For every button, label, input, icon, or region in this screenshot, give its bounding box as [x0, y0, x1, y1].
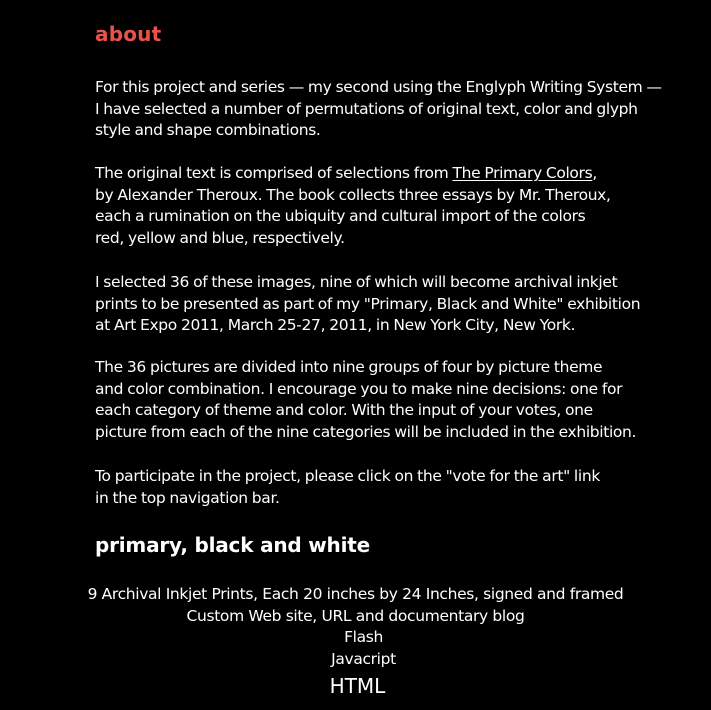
list-item: Javacript	[331, 650, 396, 669]
intro-paragraph	[95, 77, 675, 142]
paragraph-line: at Art Expo 2011, March 25-27, 2011, in New York City, New York.	[95, 316, 576, 335]
paragraph-line: red, yellow and blue, respectively.	[95, 229, 345, 248]
paragraph-line: I have selected a number of permutations of original text, color and glyph	[95, 99, 638, 118]
list-item: Custom Web site, URL and documentary blog	[186, 606, 525, 625]
paragraph-text: The original text is comprised of selections from	[95, 164, 453, 182]
media-list	[0, 584, 711, 701]
series-heading: primary, black and white	[95, 533, 370, 557]
paragraph-line: style and shape combinations.	[95, 121, 321, 140]
paragraph-line: I selected 36 of these images, nine of which will become archival inkjet	[95, 273, 618, 291]
list-item: 9 Archival Inkjet Prints, Each 20 inches by 24 Inches, signed and framed	[87, 585, 624, 603]
list-item: Flash	[344, 628, 383, 647]
paragraph-line: each category of theme and color. With the input of your votes, one	[95, 401, 593, 420]
paragraph-line: prints to be presented as part of my "Primary, Black and White" exhibition	[95, 294, 641, 313]
about-heading: about	[95, 22, 162, 46]
paragraph-line: For this project and series — my second using the Englyph Writing System —	[95, 78, 662, 96]
selection-paragraph	[95, 272, 675, 337]
paragraph-line: To participate in the project, please click on the "vote for the art" link	[95, 467, 600, 485]
paragraph-line: by Alexander Theroux. The book collects three essays by Mr. Theroux,	[95, 185, 611, 204]
list-item: HTML	[329, 673, 386, 698]
book-title-link[interactable]: The Primary Colors	[452, 164, 593, 182]
paragraph-line: and color combination. I encourage you to make nine decisions: one for	[95, 379, 623, 398]
paragraph-line: in the top navigation bar.	[95, 488, 280, 507]
paragraph-line: picture from each of the nine categories will be included in the exhibition.	[95, 423, 637, 442]
participate-paragraph	[95, 466, 675, 509]
paragraph-line: each a rumination on the ubiquity and cultural import of the colors	[95, 207, 586, 226]
source-text-paragraph	[95, 163, 675, 250]
groups-paragraph	[95, 357, 675, 444]
paragraph-text: ,	[592, 164, 597, 182]
paragraph-line	[95, 163, 675, 185]
paragraph-line: The 36 pictures are divided into nine groups of four by picture theme	[95, 358, 603, 376]
